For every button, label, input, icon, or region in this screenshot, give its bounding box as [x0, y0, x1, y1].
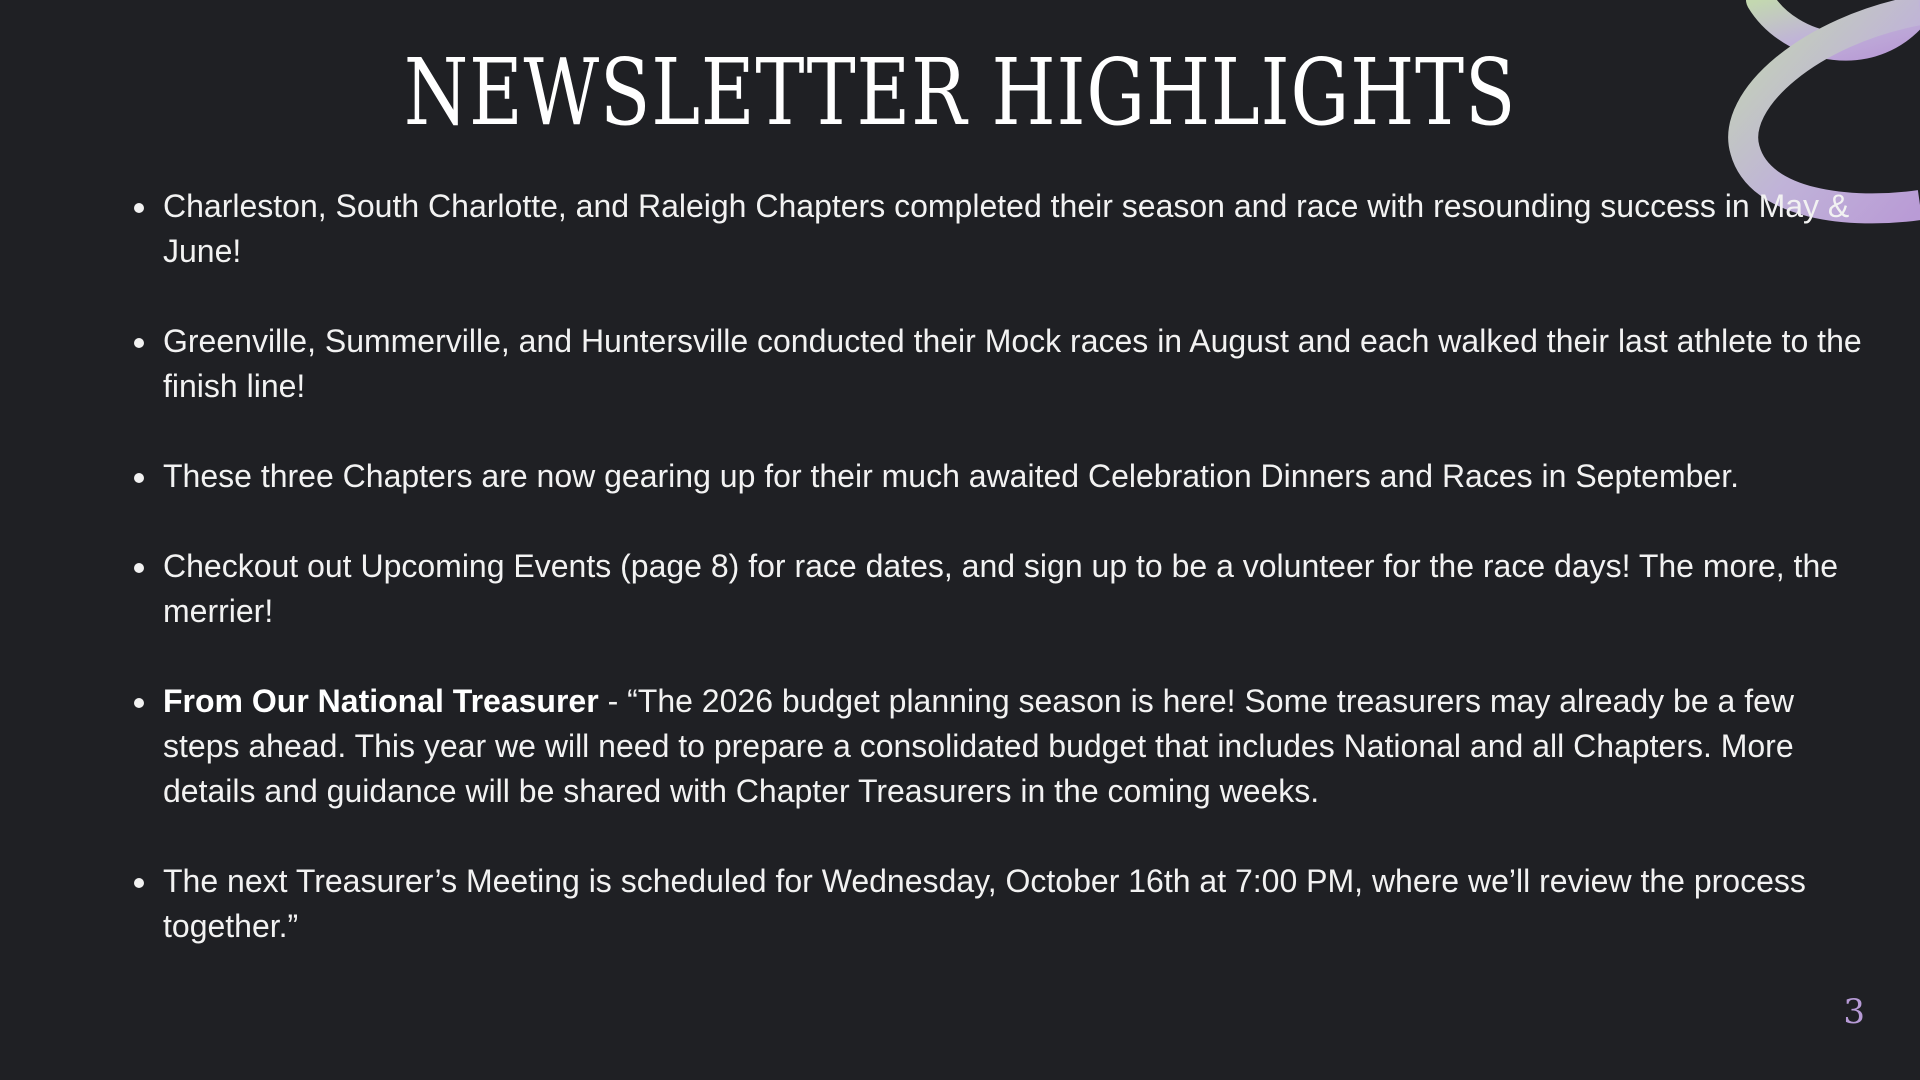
- list-item: [163, 679, 1863, 814]
- list-item: [163, 859, 1863, 949]
- bullet-text: Checkout out Upcoming Events (page 8) for race dates, and sign up to be a volunteer for the race days! The more, the merrier!: [163, 548, 1839, 629]
- page-title: NEWSLETTER HIGHLIGHTS: [403, 39, 1517, 146]
- bullet-text: The next Treasurer’s Meeting is scheduled for Wednesday, October 16th at 7:00 PM, where we’ll review the process together.”: [163, 863, 1806, 944]
- list-item: [163, 184, 1863, 274]
- highlights-list: [133, 184, 1863, 994]
- list-item: [163, 454, 1863, 499]
- page-number: 3: [1843, 992, 1865, 1032]
- bullet-bold-lead: From Our National Treasurer: [163, 683, 599, 719]
- bullet-text: Greenville, Summerville, and Huntersville conducted their Mock races in August and each walked their last athlete to the finish line!: [163, 323, 1862, 404]
- bullet-text: - “The 2026 budget planning season is here! Some treasurers may already be a few steps ahead. This year we will need to prepare a consolidated budget that includes National and all Chapters. More details and guidance will be shared with Chapter Treasurers in the coming weeks.: [163, 683, 1795, 809]
- bullet-text: Charleston, South Charlotte, and Raleigh Chapters completed their season and race with resounding success in May & June!: [163, 188, 1850, 269]
- list-item: [163, 319, 1863, 409]
- list-item: [163, 544, 1863, 634]
- bullet-text: These three Chapters are now gearing up for their much awaited Celebration Dinners and Races in September.: [163, 458, 1739, 494]
